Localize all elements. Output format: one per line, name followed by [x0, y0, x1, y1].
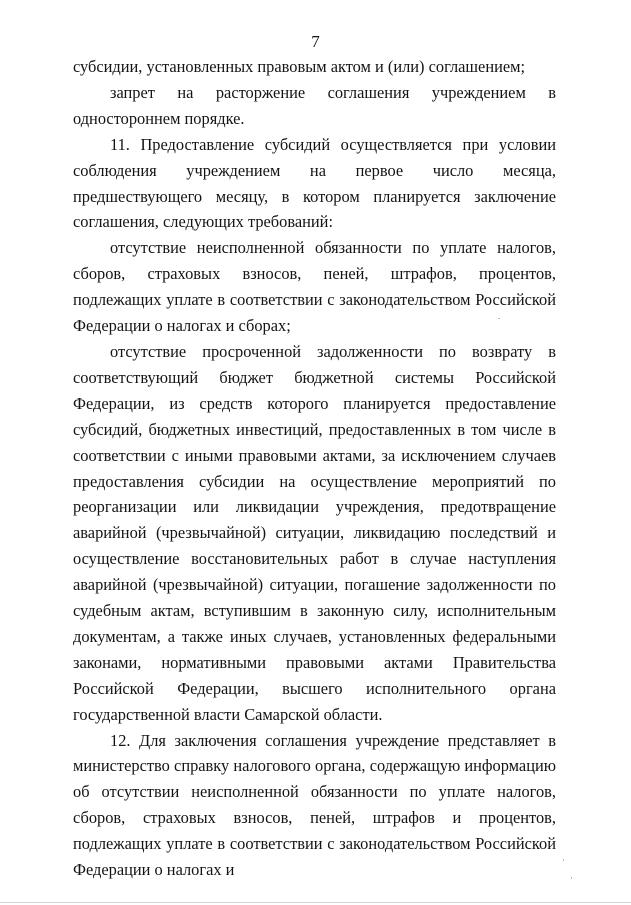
scan-speck [563, 859, 564, 861]
page-number: 7 [311, 32, 320, 51]
paragraph-no-tax-debt: отсутствие неисполненной обязанности по уплате налогов, сборов, страховых взносов, пеней, штрафов, процентов, подлежащих уплате в соответствии с законодательством Российской Федерации о налогах и сборах; [73, 238, 556, 336]
scan-edge-line [0, 902, 631, 903]
paragraph-clause-12: 12. Для заключения соглашения учреждение представляет в министерство справку налогового органа, содержащую информацию об отсутствии неисполненной обязанности по уплате налогов, сборов, страховых взносов, пеней, штрафов и процентов, подлежащих уплате в соответствии с законодательством Российской Федерации о налогах и [73, 730, 556, 880]
paragraph-termination-ban: запрет на расторжение соглашения учреждением в одностороннем порядке. [73, 82, 556, 128]
document-body [73, 54, 556, 883]
scan-speck [498, 318, 500, 319]
paragraph-no-overdue-debt: отсутствие просроченной задолженности по возврату в соответствующий бюджет бюджетной системы Российской Федерации, из средств которого планируется предоставление субсидий, бюджетных инвестиций, предоставленных в том числе в соответствии с иными правовыми актами, за исключением случаев предоставления субсидии на осуществление мероприятий по реорганизации или ликвидации учреждения, предотвращение аварийной (чрезвычайной) ситуации, ликвидацию последствий и осуществление восстановительных работ в случае наступления аварийной (чрезвычайной) ситуации, погашение задолженности по судебным актам, вступившим в законную силу, исполнительным документам, а также иных случаев, установленных федеральными законами, нормативными правовыми актами Правительства Российской Федерации, высшего исполнительного органа государственной власти Самарской области. [73, 341, 556, 724]
scan-speck [571, 877, 572, 879]
paragraph-subsidy-terms: субсидии, установленных правовым актом и (или) соглашением; [73, 57, 526, 76]
paragraph-clause-11: 11. Предоставление субсидий осуществляется при условии соблюдения учреждением на первое число месяца, предшествующего месяцу, в котором планируется заключение соглашения, следующих требований: [73, 134, 556, 232]
